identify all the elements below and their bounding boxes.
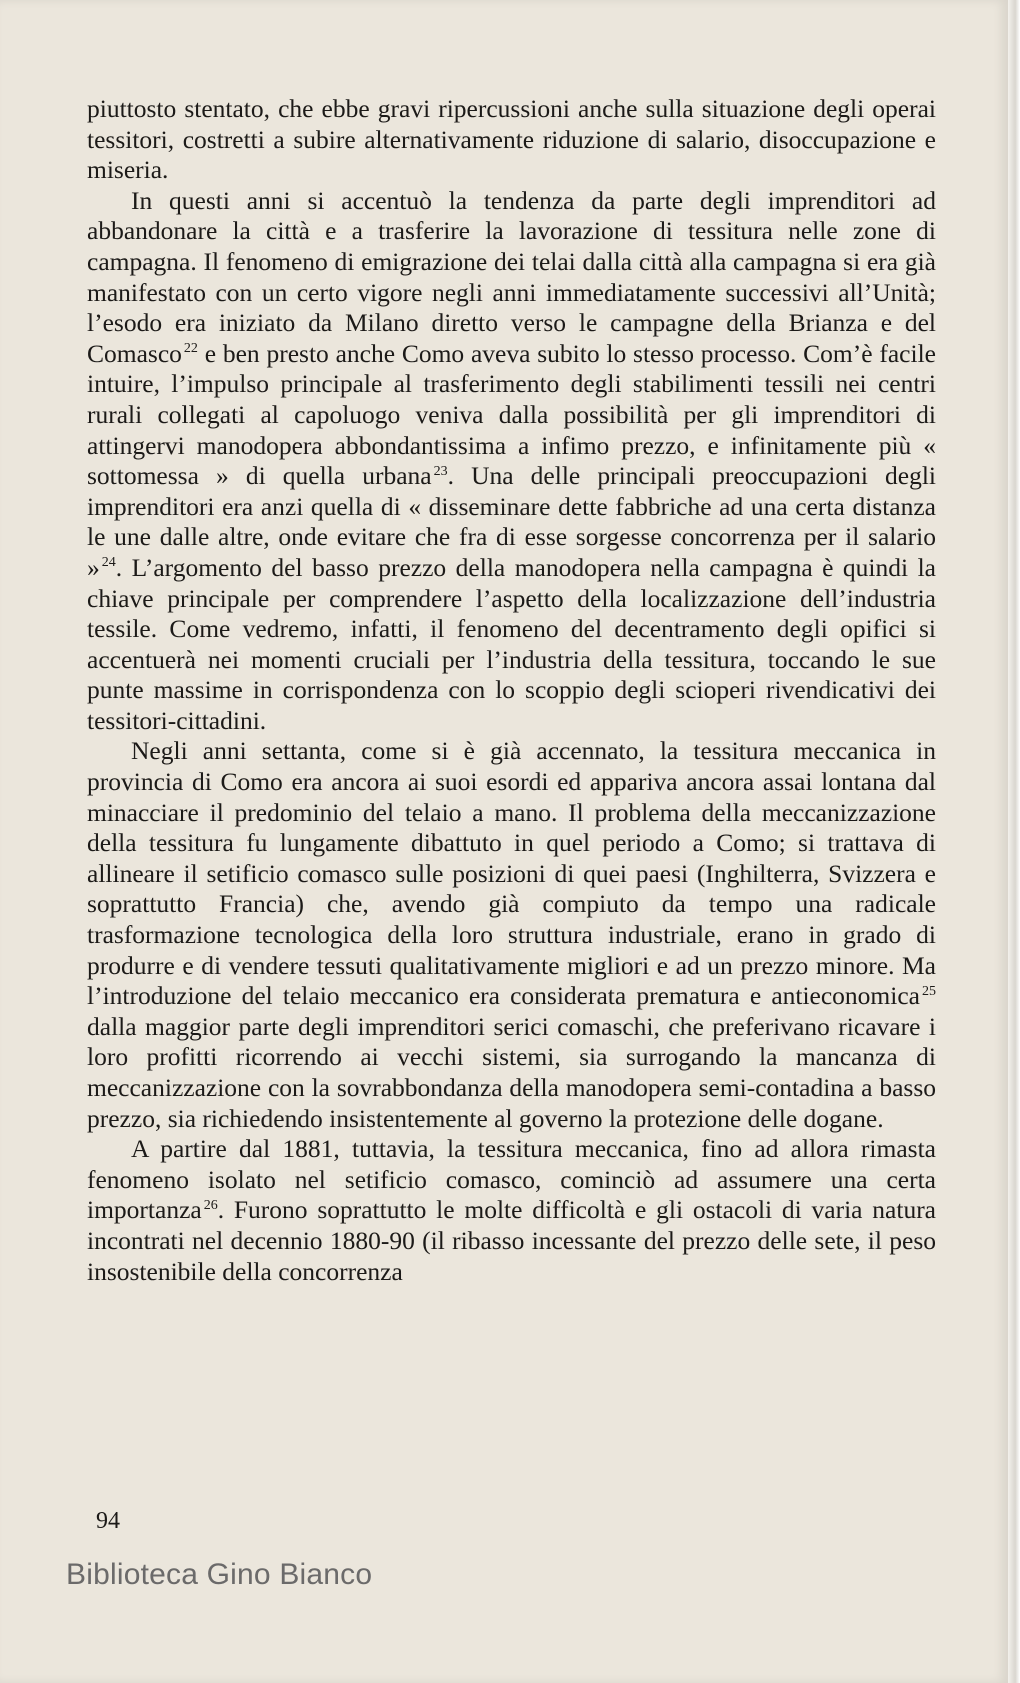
- text-run: dalla maggior parte degli imprenditori serici comaschi, che preferivano ricavare i loro profitti ricorrendo ai vecchi sistemi, sia surrogando la mancanza di meccanizzazione con la sovrabbondanza della manodopera semi-contadina a basso prezzo, sia richiedendo insistentemente al governo la protezione delle dogane.: [87, 1011, 936, 1133]
- text-run: e ben presto anche Como aveva subito lo stesso processo. Com’è facile intuire, l’impulso principale al trasferimento degli stabilimenti tessili nei centri rurali collegati al capoluogo veniva dalla possibilità per gli imprenditori di attingervi manodopera abbondantissima a infimo prezzo, e infinitamente più « sottomessa » di quella urbana: [87, 338, 936, 491]
- footnote-marker: 26: [203, 1197, 218, 1213]
- text-run: . Una delle principali preoccupazioni degli imprenditori era anzi quella di « disseminare dette fabbriche ad una certa distanza le une dalle altre, onde evitare che fra di esse sorgesse concorrenza per il salario »: [87, 461, 937, 582]
- text-run: A partire dal 1881, tuttavia, la tessitura meccanica, fino ad allora rimasta fenomeno isolato nel setificio comasco, cominciò ad assumere una certa importanza: [87, 1134, 936, 1225]
- text-run: piuttosto stentato, che ebbe gravi ripercussioni anche sulla situazione degli operai tessitori, costretti a subire alternativamente riduzione di salario, disoccupazione e miseria.: [87, 94, 936, 185]
- paragraph: [87, 736, 936, 1134]
- footnote-marker: 24: [101, 555, 116, 571]
- text-run: . Furono soprattutto le molte difficoltà e gli ostacoli di varia natura incontrati nel decennio 1880-90 (il ribasso incessante del prezzo delle sete, il peso insostenibile della concorrenza: [87, 1195, 936, 1286]
- footnote-marker: 23: [433, 463, 448, 479]
- page-edge: [1008, 0, 1020, 1683]
- library-watermark: Biblioteca Gino Bianco: [66, 1558, 373, 1591]
- page-number: 94: [96, 1508, 120, 1534]
- paragraph: [87, 1134, 936, 1287]
- text-run: . L’argomento del basso prezzo della manodopera nella campagna è quindi la chiave principale per comprendere l’aspetto della localizzazione dell’industria tessile. Come vedremo, infatti, il fenomeno del decentramento degli opifici si accentuerà nei momenti cruciali per l’industria della tessitura, toccando le sue punte massime in corrispondenza con lo scoppio degli scioperi rivendicativi dei tessitori-cittadini.: [87, 552, 936, 735]
- paragraph: [87, 94, 936, 186]
- body-text: [87, 94, 936, 1287]
- text-run: In questi anni si accentuò la tendenza da parte degli imprenditori ad abbandonare la città e a trasferire la lavorazione di tessitura nelle zone di campagna. Il fenomeno di emigrazione dei telai dalla città alla campagna si era già manifestato con un certo vigore negli anni immediatamente successivi all’Unità; l’esodo era iniziato da Milano diretto verso le campagne della Brianza e del Comasco: [87, 185, 936, 368]
- text-run: Negli anni settanta, come si è già accennato, la tessitura meccanica in provincia di Como era ancora ai suoi esordi ed appariva ancora assai lontana dal minacciare il predominio del telaio a mano. Il problema della meccanizzazione della tessitura fu lungamente dibattuto in quel periodo a Como; si trattava di allineare il setificio comasco sulle posizioni di quei paesi (Inghilterra, Svizzera e soprattutto Francia) che, avendo già compiuto da tempo una radicale trasformazione tecnologica della loro struttura industriale, erano in grado di produrre e di vendere tessuti qualitativamente migliori e ad un prezzo minore. Ma l’introduzione del telaio meccanico era considerata prematura e antieconomica: [87, 736, 936, 1011]
- paragraph: [87, 186, 936, 737]
- footnote-marker: 25: [922, 983, 936, 999]
- footnote-marker: 22: [183, 341, 198, 357]
